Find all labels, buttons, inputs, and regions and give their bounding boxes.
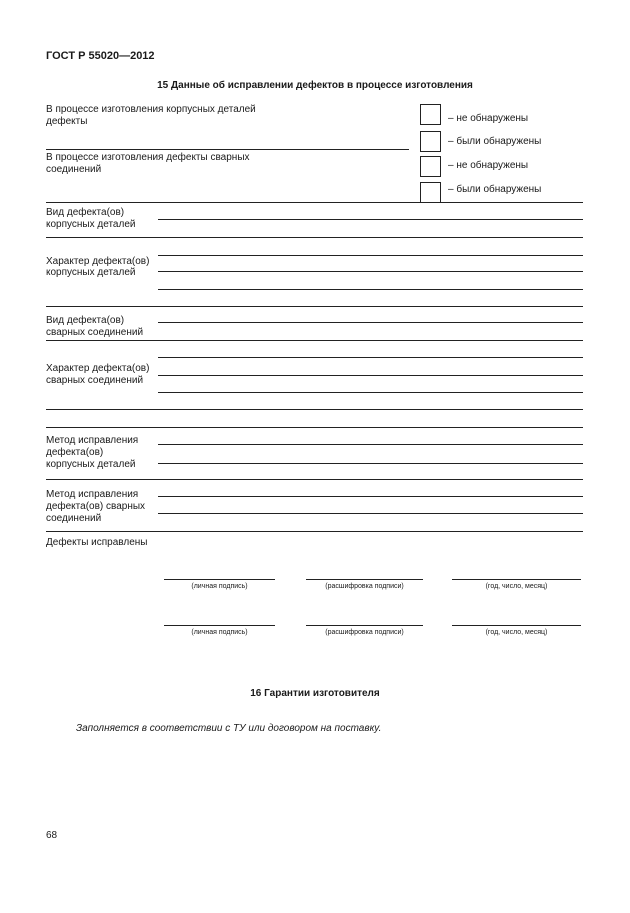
section-15-title: 15 Данные об исправлении дефектов в процессе изготовления [157,80,473,91]
field-hull-defect-nature-label-2: корпусных деталей [46,267,136,278]
date-line-1[interactable] [452,579,581,580]
question-welds-line1: В процессе изготовления дефекты сварных [46,152,250,163]
field-hull-defect-type-line[interactable] [46,237,583,238]
field-hull-defect-type-line[interactable] [158,219,583,220]
signature-caption-2: (личная подпись) [191,629,248,636]
signature-decode-caption-2: (расшифровка подписи) [325,629,404,636]
checkbox-hull-found[interactable] [420,131,441,152]
field-hull-defect-type-label-2: корпусных деталей [46,219,136,230]
date-caption-2: (год, число, месяц) [485,629,548,636]
defects-fixed-label: Дефекты исправлены [46,537,148,548]
section-16-title: 16 Гарантии изготовителя [250,688,380,699]
field-weld-defect-nature-line[interactable] [46,427,583,428]
field-hull-defect-type-label-1: Вид дефекта(ов) [46,207,125,218]
field-hull-defect-nature-line[interactable] [46,306,583,307]
option-hull-found: – были обнаружены [448,136,542,147]
signature-decode-line-1[interactable] [306,579,423,580]
field-hull-fix-method-line[interactable] [158,444,583,445]
field-weld-fix-method-label-1: Метод исправления [46,489,139,500]
field-weld-defect-nature-label-2: сварных соединений [46,375,144,386]
field-hull-fix-method-label-3: корпусных деталей [46,459,136,470]
date-caption-1: (год, число, месяц) [485,583,548,590]
checkbox-hull-not-found[interactable] [420,104,441,125]
date-line-2[interactable] [452,625,581,626]
field-hull-defect-nature-line[interactable] [158,271,583,272]
field-hull-fix-method-label-1: Метод исправления [46,435,139,446]
field-weld-defect-nature-line[interactable] [158,357,583,358]
signature-line-1[interactable] [164,579,275,580]
question-divider [46,149,409,150]
field-hull-defect-nature-label-1: Характер дефекта(ов) [46,256,150,267]
document-code: ГОСТ Р 55020—2012 [46,50,155,62]
option-hull-not-found: – не обнаружены [448,113,529,124]
question-welds-line2: соединений [46,164,102,175]
field-weld-fix-method-label-2: дефекта(ов) сварных [46,501,146,512]
field-hull-defect-nature-line[interactable] [158,255,583,256]
field-hull-fix-method-label-2: дефекта(ов) [46,447,104,458]
field-weld-defect-nature-line[interactable] [46,409,583,410]
field-weld-defect-nature-label-1: Характер дефекта(ов) [46,363,150,374]
field-hull-fix-method-line[interactable] [46,479,583,480]
checkbox-welds-not-found[interactable] [420,156,441,177]
option-welds-not-found: – не обнаружены [448,160,529,171]
field-weld-defect-type-label-2: сварных соединений [46,327,144,338]
question-hull-parts-line2: дефекты [46,116,88,127]
field-weld-fix-method-line[interactable] [46,531,583,532]
field-weld-fix-method-line[interactable] [158,513,583,514]
signature-caption-1: (личная подпись) [191,583,248,590]
field-weld-fix-method-line[interactable] [158,496,583,497]
divider [46,202,583,203]
checkbox-welds-found[interactable] [420,182,441,203]
field-weld-defect-nature-line[interactable] [158,392,583,393]
field-weld-defect-type-line[interactable] [158,322,583,323]
field-weld-fix-method-label-3: соединений [46,513,102,524]
field-weld-defect-type-line[interactable] [46,340,583,341]
section-16-text: Заполняется в соответствии с ТУ или договором на поставку. [76,723,382,734]
field-weld-defect-type-label-1: Вид дефекта(ов) [46,315,125,326]
option-welds-found: – были обнаружены [448,184,542,195]
signature-line-2[interactable] [164,625,275,626]
field-hull-defect-nature-line[interactable] [158,289,583,290]
signature-decode-line-2[interactable] [306,625,423,626]
page-number: 68 [46,830,58,841]
signature-decode-caption-1: (расшифровка подписи) [325,583,404,590]
field-weld-defect-nature-line[interactable] [158,375,583,376]
field-hull-fix-method-line[interactable] [158,463,583,464]
question-hull-parts-line1: В процессе изготовления корпусных деталей [46,104,256,115]
